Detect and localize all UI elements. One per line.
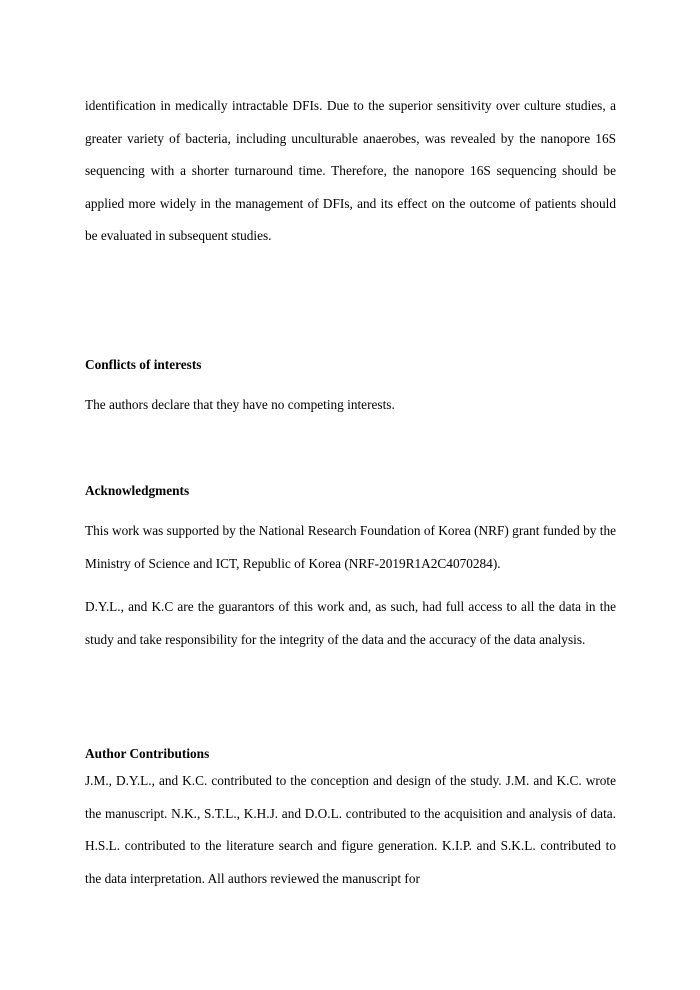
conclusion-paragraph: identification in medically intractable DFIs. Due to the superior sensitivity over culture studies, a greater variety of bacteria, including unculturable anaerobes, was revealed by the nanopore 16S sequencing with a shorter turnaround time. Therefore, the nanopore 16S sequencing should be applied more widely in the management of DFIs, and its effect on the outcome of patients should be evaluated in subsequent studies. xyxy=(85,98,616,244)
author-contributions-heading: Author Contributions xyxy=(85,746,210,761)
conflicts-paragraph: The authors declare that they have no competing interests. xyxy=(85,397,395,412)
guarantors-paragraph: D.Y.L., and K.C are the guarantors of this work and, as such, had full access to all the data in the study and take responsibility for the integrity of the data and the accuracy of the data analysis. xyxy=(85,599,616,647)
acknowledgments-heading: Acknowledgments xyxy=(85,483,190,498)
author-contributions-paragraph: J.M., D.Y.L., and K.C. contributed to the conception and design of the study. J.M. and K.C. wrote the manuscript. N.K., S.T.L., K.H.J. and D.O.L. contributed to the acquisition and analysis of data. H.S.L. contributed to the literature search and figure generation. K.I.P. and S.K.L. contributed to the data interpretation. All authors reviewed the manuscript for xyxy=(85,773,616,886)
conflicts-heading: Conflicts of interests xyxy=(85,357,202,372)
funding-paragraph: This work was supported by the National Research Foundation of Korea (NRF) grant funded by the Ministry of Science and ICT, Republic of Korea (NRF-2019R1A2C4070284). xyxy=(85,523,616,571)
